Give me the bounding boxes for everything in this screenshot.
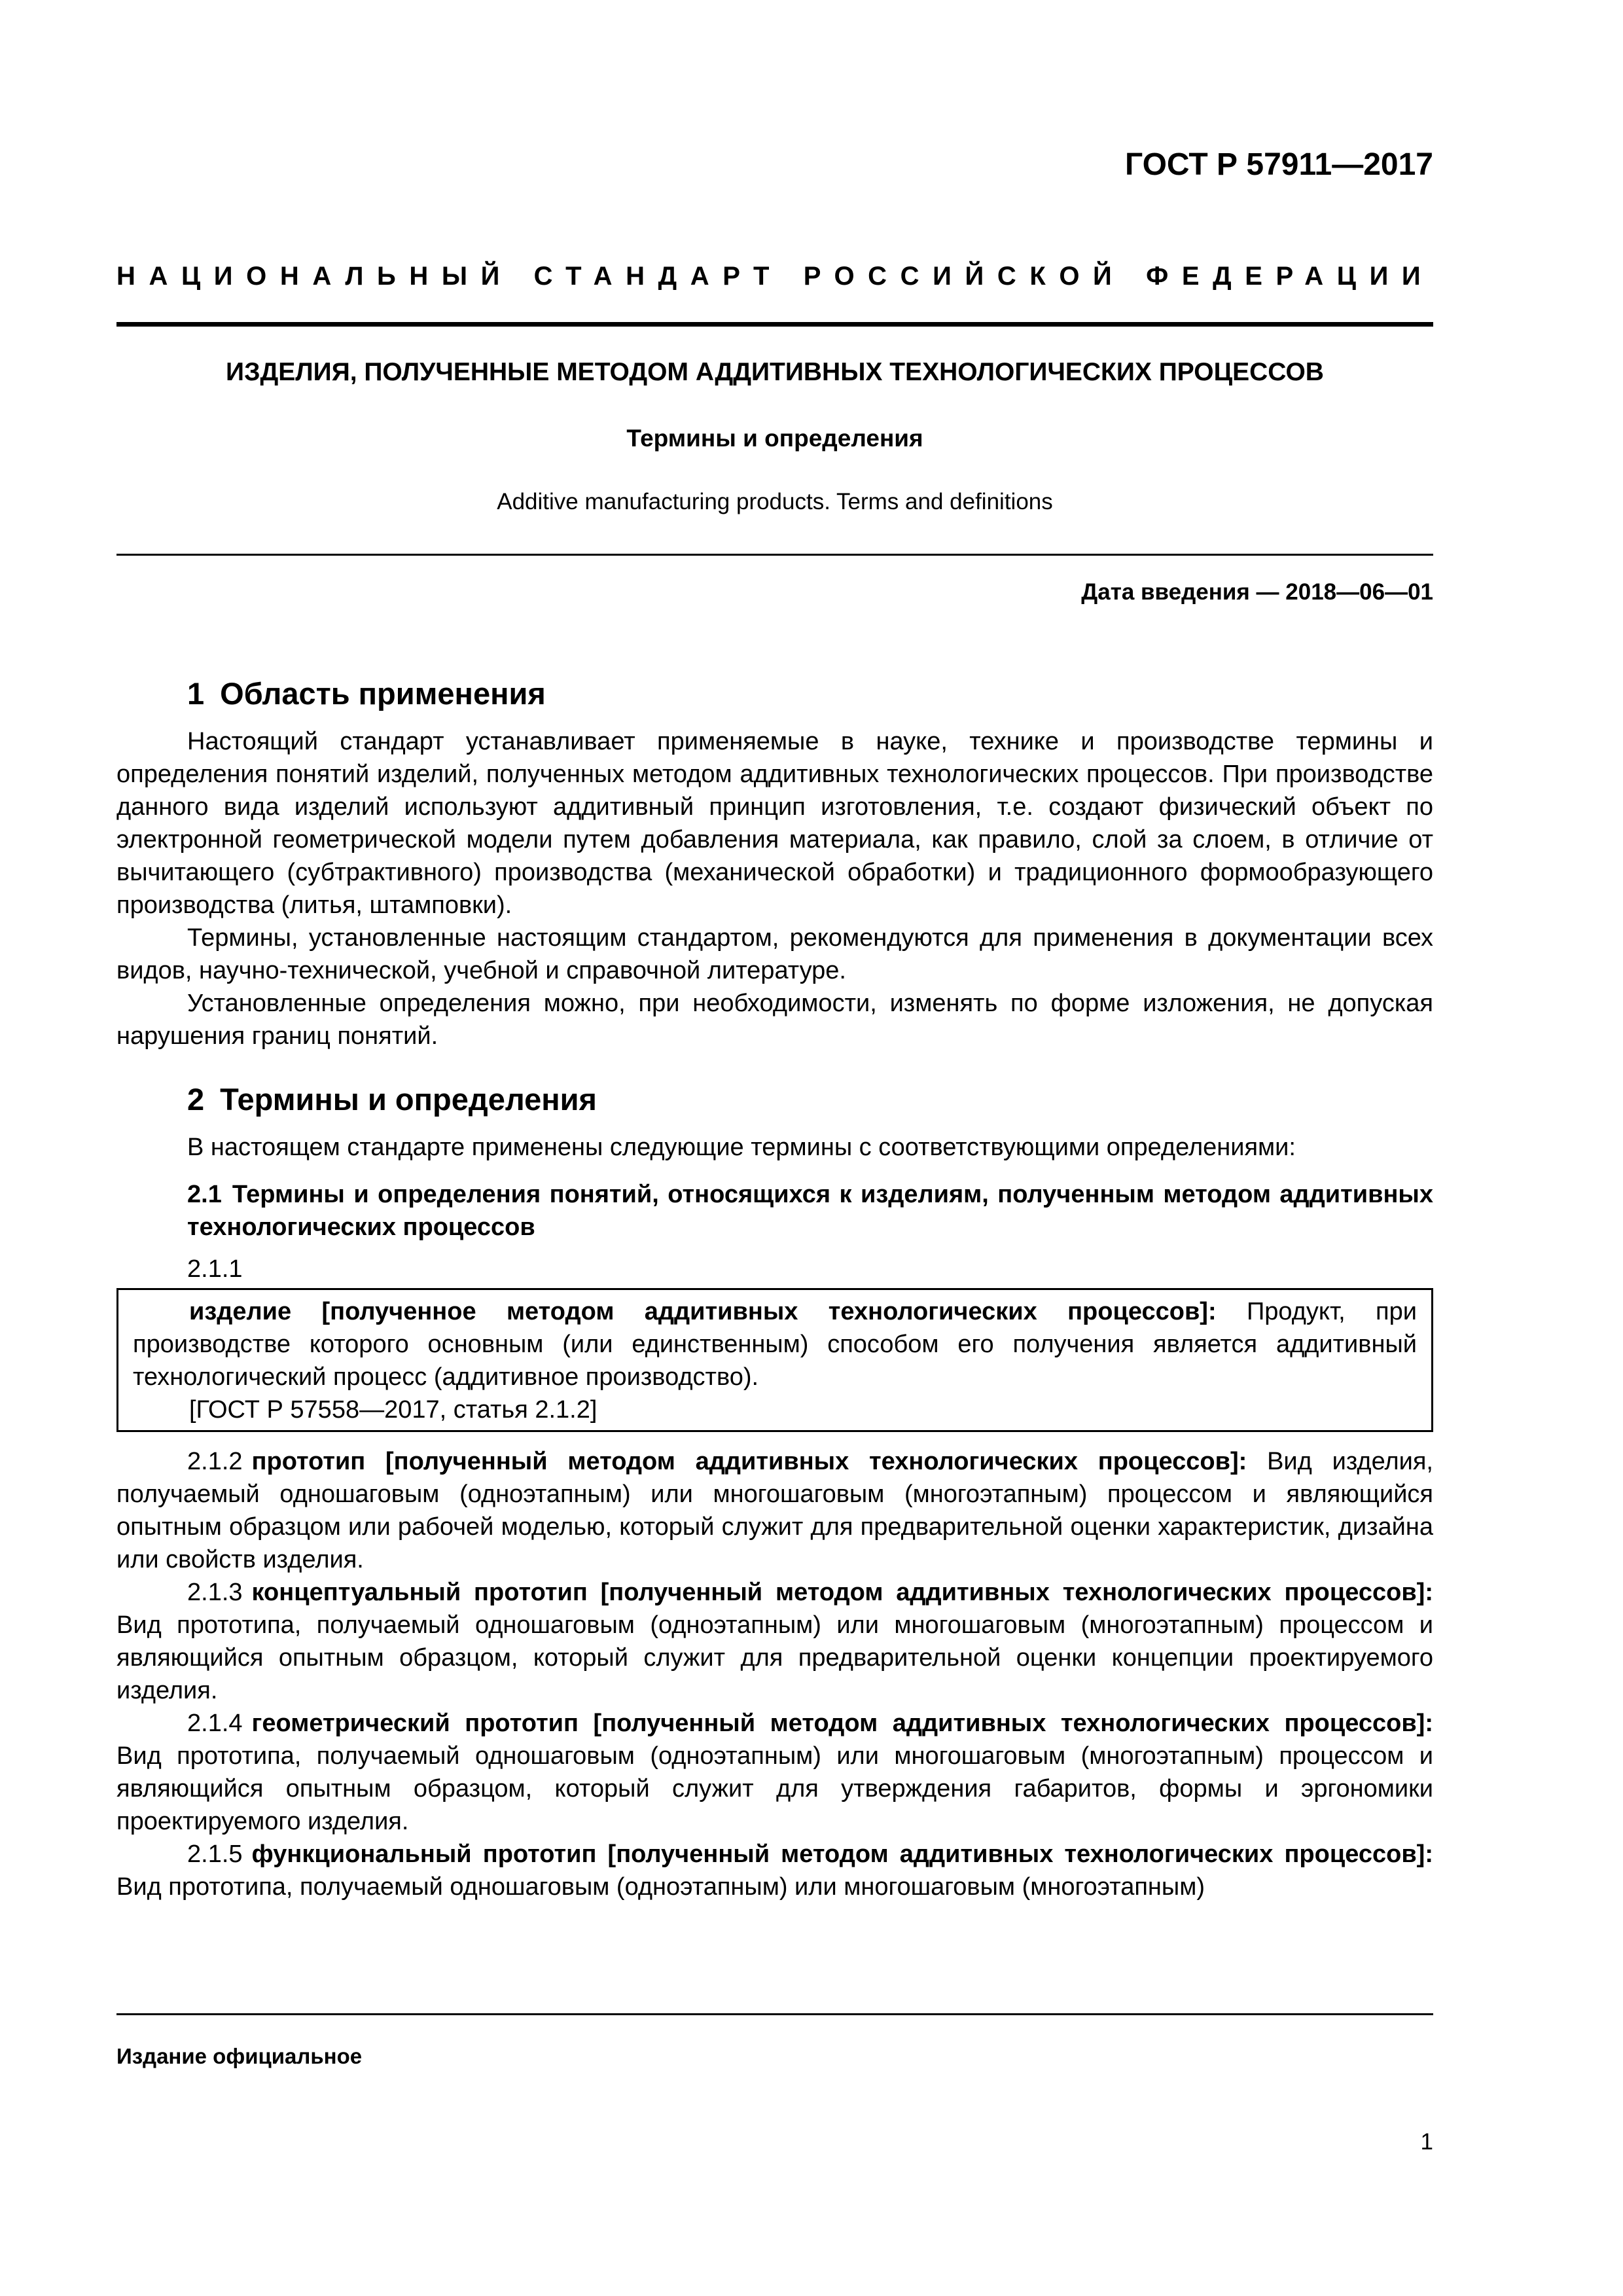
term-entry — [133, 1295, 1417, 1393]
term-name: прототип [полученный методом аддитивных технологических процессов]: — [251, 1448, 1247, 1475]
boxed-term-definition — [116, 1288, 1433, 1432]
term-number: 2.1.4 — [187, 1710, 243, 1737]
term-name: изделие [полученное методом аддитивных технологических процессов]: — [189, 1298, 1217, 1325]
subsection-number: 2.1 — [187, 1181, 222, 1208]
header-thick-rule — [116, 322, 1433, 327]
term-definition: Вид прототипа, получаемый одношаговым (одноэтапным) или многошаговым (многоэтапным) процессом и являющийся опытным образцом, который служит для предварительной оценки концепции проектируемого изделия. — [116, 1611, 1433, 1704]
section-title: Термины и определения — [220, 1082, 597, 1117]
term-definition: Продукт, при производстве которого основным (или единственным) способом его получения является аддитивный технологический процесс (аддитивное производство). — [133, 1298, 1417, 1391]
english-title: Additive manufacturing products. Terms and definitions — [497, 489, 1053, 514]
term-number: 2.1.2 — [187, 1448, 243, 1475]
section-number: 1 — [187, 676, 205, 711]
footer-rule — [116, 2013, 1433, 2015]
term-entry — [116, 1576, 1433, 1707]
subsection-heading — [116, 1178, 1433, 1244]
term-name: функциональный прототип [полученный методом аддитивных технологических процессов]: — [251, 1840, 1433, 1868]
document-number: ГОСТ Р 57911—2017 — [1125, 147, 1433, 182]
standard-subtitle: Термины и определения — [626, 425, 923, 452]
term-name: геометрический прототип [полученный методом аддитивных технологических процессов]: — [251, 1710, 1433, 1737]
introduction-date: Дата введения — 2018—06—01 — [1081, 579, 1433, 605]
term-name: концептуальный прототип [полученный методом аддитивных технологических процессов]: — [251, 1579, 1433, 1606]
official-edition-note: Издание официальное — [116, 2044, 363, 2068]
section-number: 2 — [187, 1082, 205, 1117]
section-1-heading — [116, 674, 1433, 713]
title-rule — [116, 554, 1433, 556]
term-entry — [116, 1445, 1433, 1576]
term-definition: Вид прототипа, получаемый одношаговым (одноэтапным) или многошаговым (многоэтапным) процессом и являющийся опытным образцом, который служит для утверждения габаритов, формы и эргономики проектируемого изделия. — [116, 1742, 1433, 1835]
paragraph: В настоящем стандарте применены следующие термины с соответствующими определениями: — [187, 1134, 1296, 1161]
term-number: 2.1.3 — [187, 1579, 243, 1606]
paragraph: Установленные определения можно, при необходимости, изменять по форме изложения, не допуская нарушения границ понятий. — [116, 990, 1433, 1050]
paragraph: Термины, установленные настоящим стандартом, рекомендуются для применения в документации всех видов, научно-технической, учебной и справочной литературе. — [116, 924, 1433, 984]
term-entry — [116, 1707, 1433, 1838]
page-number: 1 — [1420, 2129, 1433, 2155]
standard-title: ИЗДЕЛИЯ, ПОЛУЧЕННЫЕ МЕТОДОМ АДДИТИВНЫХ ТЕХНОЛОГИЧЕСКИХ ПРОЦЕССОВ — [226, 358, 1324, 386]
section-title: Область применения — [220, 676, 546, 711]
national-standard-heading: НАЦИОНАЛЬНЫЙ СТАНДАРТ РОССИЙСКОЙ ФЕДЕРАЦИИ — [116, 262, 1435, 291]
term-number: 2.1.1 — [187, 1255, 243, 1283]
term-definition: Вид прототипа, получаемый одношаговым (одноэтапным) или многошаговым (многоэтапным) — [116, 1873, 1205, 1901]
term-source: [ГОСТ Р 57558—2017, статья 2.1.2] — [189, 1396, 597, 1424]
term-entry — [116, 1838, 1433, 1903]
term-number: 2.1.5 — [187, 1840, 243, 1868]
subsection-title: Термины и определения понятий, относящихся к изделиям, полученным методом аддитивных технологических процессов — [187, 1181, 1433, 1241]
paragraph: Настоящий стандарт устанавливает применяемые в науке, технике и производстве термины и определения понятий изделий, полученных методом аддитивных технологических процессов. При производстве данного вида изделий используют аддитивный принцип изготовления, т.е. создают физический объект по электронной геометрической модели путем добавления материала, как правило, слой за слоем, в отличие от вычитающего (субтрактивного) производства (механической обработки) и традиционного формообразующего производства (литья, штамповки). — [116, 728, 1433, 919]
section-2-heading — [116, 1080, 1433, 1119]
body-text — [116, 674, 1433, 1903]
term-definition: Вид изделия, получаемый одношаговым (одноэтапным) или многошаговым (многоэтапным) процессом и являющийся опытным образцом или рабочей моделью, который служит для предварительной оценки характеристик, дизайна или свойств изделия. — [116, 1448, 1433, 1573]
